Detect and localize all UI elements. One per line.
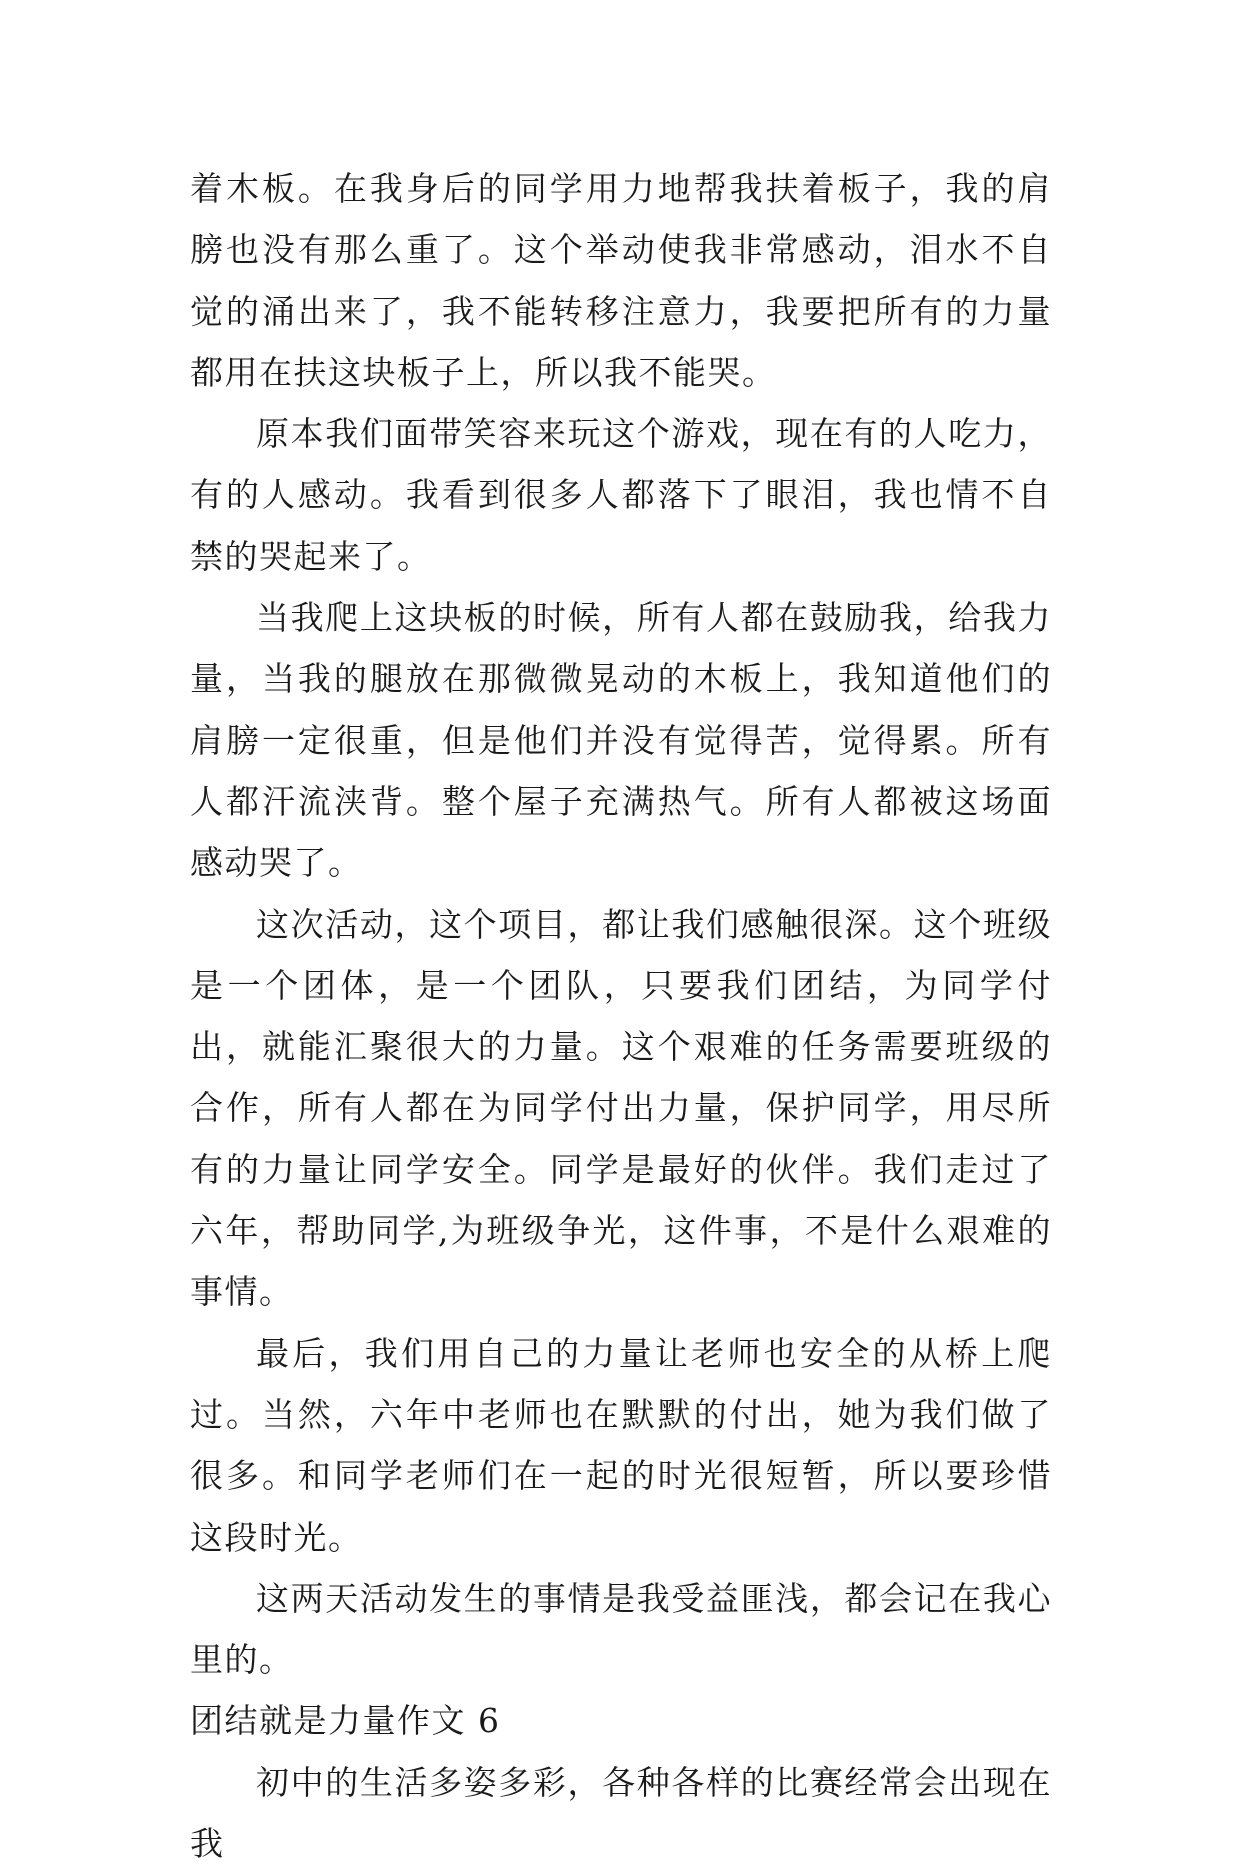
paragraph: 最后，我们用自己的力量让老师也安全的从桥上爬过。当然，六年中老师也在默默的付出，她为我们做了很多。和同学老师们在一起的时光很短暂，所以要珍惜这段时光。 (190, 1333, 1052, 1557)
paragraph: 这两天活动发生的事情是我受益匪浅，都会记在我心里的。 (190, 1578, 1052, 1680)
paragraph: 初中的生活多姿多彩，各种各样的比赛经常会出现在我 (190, 1762, 1052, 1864)
paragraph: 原本我们面带笑容来玩这个游戏，现在有的人吃力，有的人感动。我看到很多人都落下了眼泪，我也情不自禁的哭起来了。 (190, 414, 1052, 576)
paragraph: 这次活动，这个项目，都让我们感触很深。这个班级是一个团体，是一个团队，只要我们团结，为同学付出，就能汇聚很大的力量。这个艰难的任务需要班级的合作，所有人都在为同学付出力量，保护同学，用尽所有的力量让同学安全。同学是最好的伙伴。我们走过了六年，帮助同学,为班级争光，这件事，不是什么艰难的事情。 (190, 904, 1052, 1312)
section-heading: 团结就是力量作文 6 (190, 1701, 501, 1741)
paragraph: 当我爬上这块板的时候，所有人都在鼓励我，给我力量，当我的腿放在那微微晃动的木板上，我知道他们的肩膀一定很重，但是他们并没有觉得苦，觉得累。所有人都汗流浃背。整个屋子充满热气。所有人都被这场面感动哭了。 (190, 598, 1052, 883)
document-body (190, 158, 1052, 1874)
paragraph: 着木板。在我身后的同学用力地帮我扶着板子，我的肩膀也没有那么重了。这个举动使我非常感动，泪水不自觉的涌出来了，我不能转移注意力，我要把所有的力量都用在扶这块板子上，所以我不能哭。 (190, 169, 1052, 392)
